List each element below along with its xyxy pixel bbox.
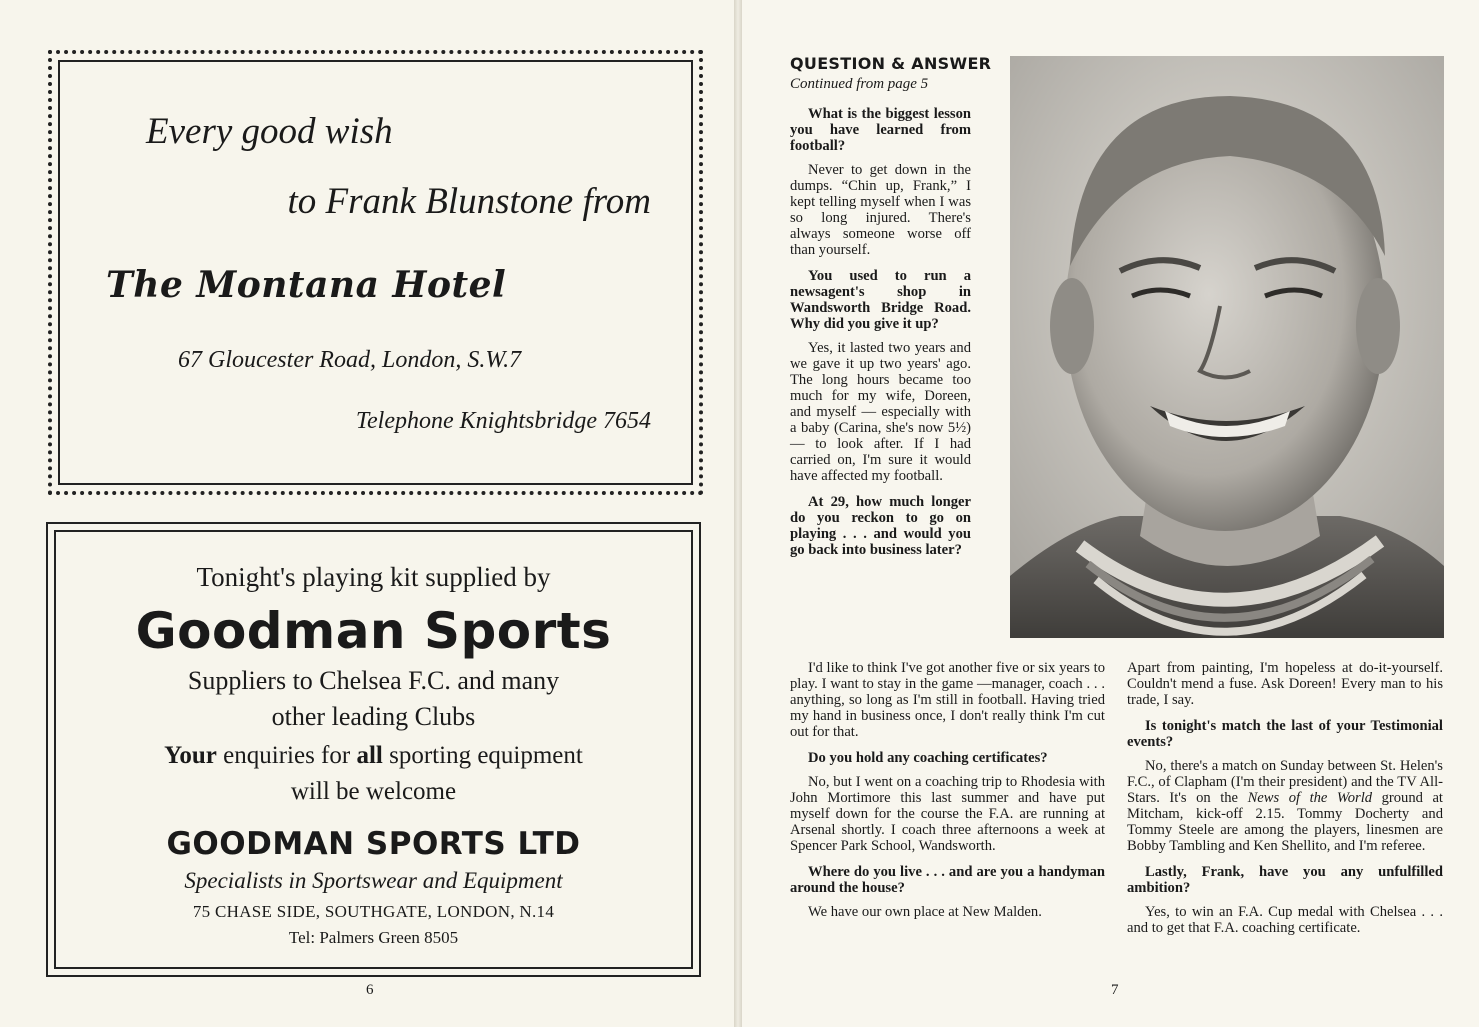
answer-5: We have our own place at New Malden. xyxy=(808,904,1042,920)
answer-7: Yes, to win an F.A. Cup medal with Chelsea . . . and to get that F.A. coaching certificate. xyxy=(1127,904,1443,936)
right-page xyxy=(738,0,1479,1027)
question-3: At 29, how much longer do you reckon to go on playing . . . and would you go back into business later? xyxy=(790,494,971,558)
answer-5-continued: Apart from painting, I'm hopeless at do-it-yourself. Couldn't mend a fuse. Ask Doreen! Every man to his trade, I say. xyxy=(1127,660,1443,708)
hotel-telephone: Telephone Knightsbridge 7654 xyxy=(355,408,651,434)
book-spine xyxy=(734,0,742,1027)
question-7: Lastly, Frank, have you any unfulfilled ambition? xyxy=(1127,864,1443,896)
suppliers-line-1: Suppliers to Chelsea F.C. and many xyxy=(187,666,560,695)
newspaper-name: News of the World xyxy=(1247,790,1373,806)
hotel-name: The Montana Hotel xyxy=(106,264,507,306)
portrait-illustration xyxy=(1010,56,1444,638)
answer-4: No, but I went on a coaching trip to Rhodesia with John Mortimore this last summer and have put myself down for the course the F.A. are running at Arsenal shortly. I coach three afternoons a week at Spencer Park School, Wandsworth. xyxy=(790,774,1105,854)
advert-inner-border xyxy=(58,60,693,485)
company-name: GOODMAN SPORTS LTD xyxy=(166,826,581,862)
greeting-line: Every good wish xyxy=(146,111,393,152)
welcome-line: will be welcome xyxy=(290,778,457,805)
specialists-line: Specialists in Sportswear and Equipment xyxy=(184,868,563,893)
player-portrait-photo xyxy=(1010,56,1444,638)
page-number-right: 7 xyxy=(1111,982,1119,998)
company-telephone: Tel: Palmers Green 8505 xyxy=(288,928,459,947)
answer-6-start: No, there's a match on Sunday between St. Helen's F.C., of Clapham (I'm their president) and the TV All-Stars. It's on the xyxy=(1127,758,1443,806)
continued-note: Continued from page 5 xyxy=(790,76,929,92)
answer-2: Yes, it lasted two years and we gave it up two years' ago. The long hours became too much for my wife, Doreen, and myself — especially with a baby (Carina, she's now 5½) — to look after. If I had carried on, I'm sure it would have affected my football. xyxy=(790,340,971,484)
qa-heading: QUESTION & ANSWER xyxy=(790,54,992,73)
qa-column-2 xyxy=(790,660,1105,930)
hotel-address: 67 Gloucester Road, London, S.W.7 xyxy=(178,347,522,373)
left-page xyxy=(0,0,738,1027)
answer-6-end: ground at Mitcham, kick-off 2.15. Tommy Docherty and Tommy Steele are among the players, linesmen are Bobby Tambling and Ken Shellito, and I'm referee. xyxy=(1127,790,1443,854)
question-1: What is the biggest lesson you have learned from football? xyxy=(790,106,971,154)
question-2: You used to run a newsagent's shop in Wandsworth Bridge Road. Why did you give it up? xyxy=(790,268,971,332)
enquiries-end: sporting equipment xyxy=(382,742,583,769)
advert-inner-border xyxy=(54,530,693,969)
answer-1: Never to get down in the dumps. “Chin up, Frank,” I kept telling myself when I was so long injured. There's always someone worse off than yourself. xyxy=(790,162,971,258)
enquiries-your: Your xyxy=(164,742,217,769)
answer-3: I'd like to think I've got another five or six years to play. I want to stay in the game —manager, coach . . . anything, so long as I'm still in football. Having tried my hand in business once, I don't really think I'm cut out for that. xyxy=(790,660,1105,740)
company-address: 75 CHASE SIDE, SOUTHGATE, LONDON, N.14 xyxy=(192,902,555,921)
suppliers-line-2: other leading Clubs xyxy=(271,702,476,731)
enquiries-all: all xyxy=(356,742,383,769)
qa-column-1 xyxy=(790,106,971,566)
question-6: Is tonight's match the last of your Testimonial events? xyxy=(1127,718,1443,750)
goodman-sports-advert xyxy=(46,522,701,977)
question-4: Do you hold any coaching certificates? xyxy=(808,750,1048,766)
enquiries-mid: enquiries for xyxy=(216,742,357,769)
qa-column-3 xyxy=(1127,660,1443,946)
enquiries-line xyxy=(56,742,691,770)
kit-intro: Tonight's playing kit supplied by xyxy=(196,562,551,592)
recipient-line: to Frank Blunstone from xyxy=(287,181,651,222)
question-5: Where do you live . . . and are you a handyman around the house? xyxy=(790,864,1105,896)
page-number-left: 6 xyxy=(366,982,374,998)
montana-hotel-advert xyxy=(48,50,703,495)
brand-name: Goodman Sports xyxy=(135,602,612,660)
answer-6 xyxy=(1127,758,1443,854)
